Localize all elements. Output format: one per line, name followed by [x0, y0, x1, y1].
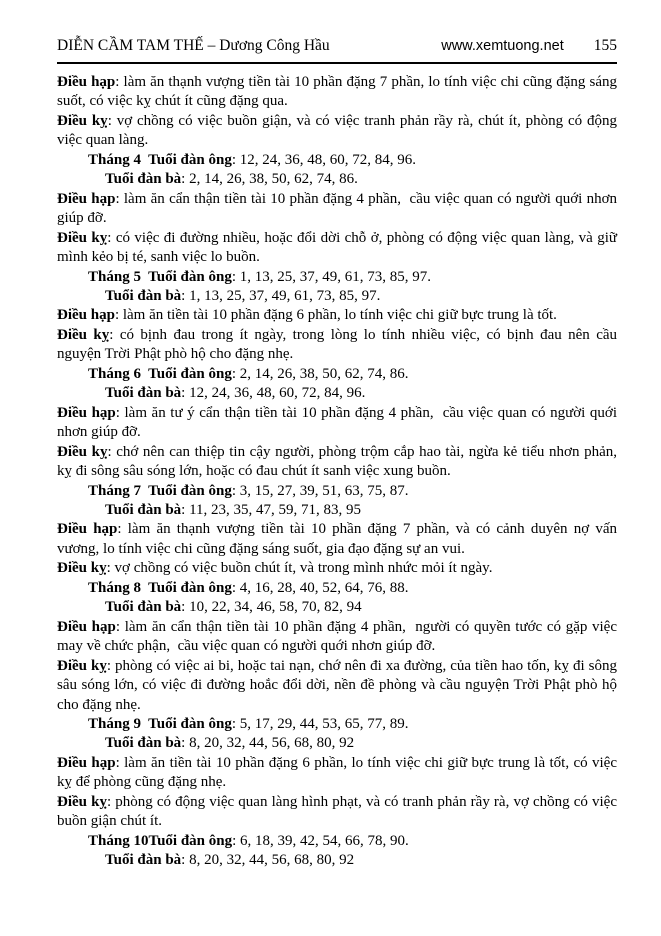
label-colon: : [181, 501, 190, 518]
paragraph-text: 12, 24, 36, 48, 60, 72, 84, 96. [239, 151, 417, 168]
paragraph-label: Tuổi đàn bà [105, 385, 182, 402]
paragraph-text: có việc đi đường nhiều, hoặc đổi dời chỗ ở, phòng có động việc quan làng, và giữ mình kẻo bị té, sanh việc lo buồn. [57, 229, 618, 266]
paragraph-label: Điều hạp [57, 190, 116, 207]
paragraph [57, 112, 617, 151]
label-colon: : [231, 715, 240, 732]
paragraph-text: phòng có việc ai bi, hoặc tai nạn, chớ nên đi xa đường, của tiền hao tốn, kỵ đi sông sâu sóng lớn, có việc đi đường hoắc đổi dời, nền đề phòng và cầu nguyện Trời Phật phò hộ cho đặng nhẹ. [57, 657, 618, 713]
paragraph [57, 715, 617, 734]
paragraph [57, 229, 617, 268]
page-number: 155 [593, 37, 617, 54]
paragraph-label: Tháng 5 Tuổi đàn ông [88, 268, 232, 285]
website-url: www.xemtuong.net [441, 38, 564, 54]
paragraph-text: vợ chồng có việc buồn chút ít, và trong mình nhức mỏi ít ngày. [114, 560, 493, 577]
paragraph [57, 851, 617, 870]
paragraph-text: 2, 14, 26, 38, 50, 62, 74, 86. [189, 171, 358, 188]
paragraph-text: 8, 20, 32, 44, 56, 68, 80, 92 [189, 735, 355, 752]
label-colon: : [114, 307, 123, 324]
label-colon: : [115, 754, 125, 771]
paragraph-label: Điều hạp [57, 618, 116, 635]
paragraph [57, 618, 617, 657]
paragraph [57, 657, 617, 715]
label-colon: : [115, 74, 124, 90]
paragraph-label: Tháng 8 Tuổi đàn ông [88, 579, 232, 596]
paragraph [57, 754, 617, 793]
paragraph [57, 579, 617, 598]
label-colon: : [107, 112, 117, 129]
paragraph-text: làm ăn tư ý cẩn thận tiền tài 10 phần đặng 4 phần, cầu việc quan có người quới nhơn giúp đỡ. [57, 404, 617, 441]
paragraph-text: 8, 20, 32, 44, 56, 68, 80, 92 [189, 852, 355, 869]
paragraph [57, 598, 617, 617]
paragraph [57, 832, 617, 851]
label-colon: : [106, 793, 116, 810]
paragraph-text: 4, 16, 28, 40, 52, 64, 76, 88. [239, 579, 409, 596]
paragraph-label: Điều hạp [57, 521, 118, 538]
paragraph-label: Tuổi đàn bà [105, 287, 182, 304]
paragraph-label: Điều kỵ [57, 793, 107, 810]
page-header [57, 36, 617, 56]
paragraph-text: làm ăn cẩn thận tiền tài 10 phần đặng 4 phần, cầu việc quan có người quới nhơn giúp đỡ. [57, 190, 618, 227]
book-title: DIỄN CẦM TAM THẾ – Dương Công Hầu [57, 37, 330, 54]
paragraph [57, 73, 617, 112]
paragraph-label: Điều hạp [57, 754, 116, 771]
label-colon: : [109, 326, 120, 343]
paragraph-label: Điều hạp [57, 307, 115, 324]
paragraph-text: 1, 13, 25, 37, 49, 61, 73, 85, 97. [239, 268, 432, 285]
label-colon: : [231, 268, 240, 285]
paragraph-text: 11, 23, 35, 47, 59, 71, 83, 95 [189, 501, 362, 518]
label-colon: : [231, 365, 240, 382]
paragraph-text: làm ăn tiền tài 10 phần đặng 6 phần, lo tính việc chi giữ bực trung là tốt, có việc kỵ để phòng cũng đặng nhẹ. [57, 754, 618, 791]
paragraph-text: làm ăn thạnh vượng tiền tài 10 phần đặng 7 phần, lo tính việc chi cũng đặng sáng suốt, có việc kỵ chút ít cũng đặng qua. [57, 74, 617, 110]
label-colon: : [115, 618, 125, 635]
paragraph [57, 793, 617, 832]
paragraph [57, 151, 617, 170]
label-colon: : [181, 287, 190, 304]
paragraph-label: Điều kỵ [57, 443, 108, 460]
paragraph [57, 170, 617, 189]
paragraph [57, 384, 617, 403]
paragraph [57, 559, 617, 578]
paragraph-text: làm ăn thạnh vượng tiền tài 10 phần đặng 7 phần, và có cảnh duyên nợ vấn vương, lo tính việc chi cũng đặng sáng suốt, gia đạo đặng sự an vui. [57, 521, 618, 557]
paragraph-text: 12, 24, 36, 48, 60, 72, 84, 96. [189, 385, 366, 402]
paragraph-label: Điều kỵ [57, 560, 107, 577]
paragraph [57, 365, 617, 384]
paragraph [57, 287, 617, 306]
paragraph-label: Tháng 9 Tuổi đàn ông [88, 715, 232, 732]
label-colon: : [181, 171, 190, 188]
paragraph [57, 520, 617, 559]
label-colon: : [181, 852, 190, 869]
paragraph-text: vợ chồng có việc buồn giận, và có việc tranh phản rầy rà, chút ít, phòng có động việc quan làng. [57, 112, 617, 149]
label-colon: : [232, 832, 241, 849]
paragraph-text: phòng có động việc quan làng hình phạt, và có tranh phản rầy rà, vợ chồng có việc buồn giận chút ít. [57, 793, 617, 830]
paragraph-label: Tháng 10Tuổi đàn ông [88, 832, 233, 849]
label-colon: : [117, 521, 128, 538]
label-colon: : [231, 151, 240, 168]
paragraph [57, 268, 617, 287]
label-colon: : [107, 443, 117, 460]
paragraph-text: chớ nên can thiệp tin cậy người, phòng trộm cắp hao tài, ngừa kẻ tiểu nhơn phản, kỵ đi sông sâu sóng lớn, hoặc có đau chút ít sanh việc xung buồn. [57, 443, 617, 480]
paragraph-text: 5, 17, 29, 44, 53, 65, 77, 89. [239, 715, 409, 732]
label-colon: : [115, 190, 124, 207]
paragraph-label: Tháng 7 Tuổi đàn ông [88, 482, 232, 499]
header-rule [57, 62, 617, 64]
paragraph-label: Tuổi đàn bà [105, 171, 182, 188]
paragraph-label: Tuổi đàn bà [105, 852, 182, 869]
label-colon: : [115, 404, 125, 421]
paragraph-label: Tuổi đàn bà [105, 599, 182, 616]
paragraph [57, 501, 617, 520]
label-colon: : [106, 657, 115, 674]
label-colon: : [231, 579, 240, 596]
label-colon: : [181, 385, 190, 402]
label-colon: : [181, 599, 190, 616]
paragraph-label: Điều kỵ [57, 326, 110, 343]
paragraph-label: Điều hạp [57, 74, 116, 90]
paragraph-label: Điều hạp [57, 404, 116, 421]
paragraph-text: có bịnh đau trong ít ngày, trong lòng lo tính nhiều việc, có bịnh đau nên cầu nguyện Trời Phật phò hộ cho đặng nhẹ. [57, 326, 618, 363]
paragraph [57, 734, 617, 753]
paragraph-text: 1, 13, 25, 37, 49, 61, 73, 85, 97. [189, 287, 381, 304]
paragraph-text: 10, 22, 34, 46, 58, 70, 82, 94 [189, 599, 362, 616]
paragraph [57, 306, 617, 325]
paragraph [57, 404, 617, 443]
paragraph [57, 443, 617, 482]
paragraph-label: Điều kỵ [57, 229, 108, 246]
paragraph [57, 482, 617, 501]
paragraph-label: Tuổi đàn bà [105, 735, 182, 752]
label-colon: : [106, 560, 115, 577]
paragraph-label: Tháng 6 Tuổi đàn ông [88, 365, 232, 382]
paragraph-label: Điều kỵ [57, 657, 107, 674]
paragraph-label: Tháng 4 Tuổi đàn ông [88, 151, 232, 168]
label-colon: : [181, 735, 190, 752]
paragraph-text: làm ăn cẩn thận tiền tài 10 phần đặng 4 phần, người có quyền tước có gặp việc may về chức phận, cầu việc quan có người quới nhơn giúp đỡ. [57, 618, 617, 655]
paragraph [57, 326, 617, 365]
paragraph-label: Điều kỵ [57, 112, 108, 129]
paragraph-text: làm ăn tiền tài 10 phần đặng 6 phần, lo tính việc chi giữ bực trung là tốt. [122, 307, 557, 324]
page-body [57, 73, 617, 871]
paragraph-text: 2, 14, 26, 38, 50, 62, 74, 86. [239, 365, 409, 382]
paragraph [57, 190, 617, 229]
paragraph-text: 6, 18, 39, 42, 54, 66, 78, 90. [240, 832, 409, 849]
label-colon: : [231, 482, 240, 499]
label-colon: : [107, 229, 116, 246]
paragraph-label: Tuổi đàn bà [105, 501, 182, 518]
paragraph-text: 3, 15, 27, 39, 51, 63, 75, 87. [239, 482, 409, 499]
